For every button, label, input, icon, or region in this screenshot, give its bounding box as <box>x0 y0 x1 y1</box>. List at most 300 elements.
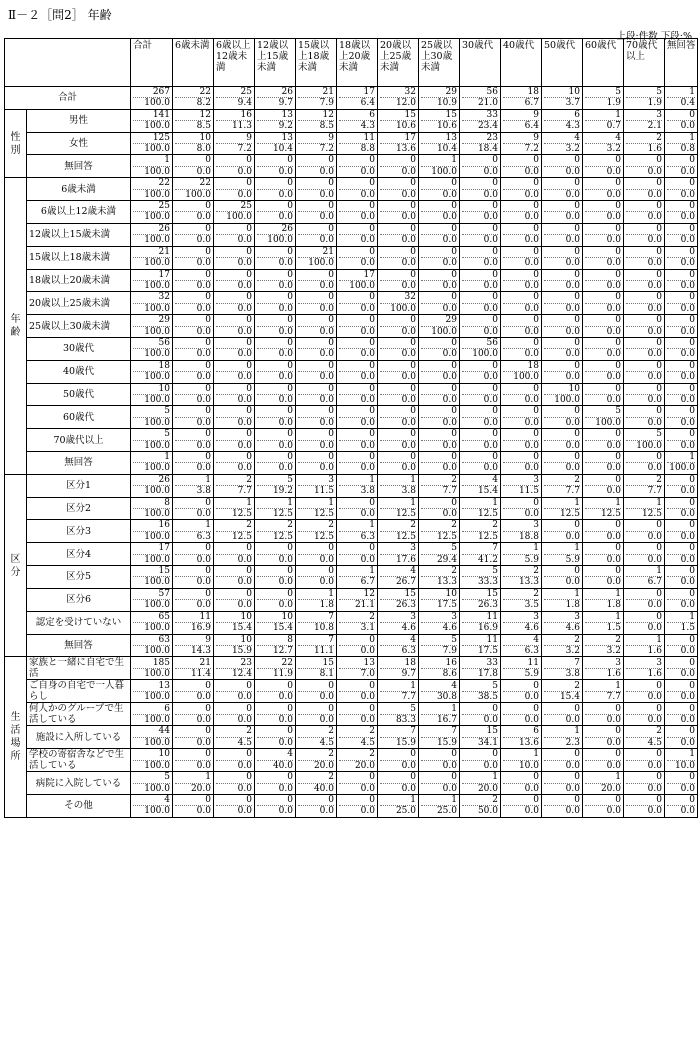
percent-value: 0.0 <box>339 189 375 200</box>
count-value: 1 <box>689 611 695 622</box>
table-row <box>5 132 698 155</box>
count-value: 2 <box>656 132 662 143</box>
percent-value: 8.8 <box>339 143 375 154</box>
count-value: 4 <box>410 566 416 577</box>
count-value: 22 <box>199 87 211 97</box>
value-cell <box>173 703 214 726</box>
count-value: 0 <box>689 383 695 394</box>
count-value: 1 <box>615 772 621 783</box>
percent-value: 20.0 <box>462 783 498 794</box>
value-cell <box>419 772 460 795</box>
percent-value: 0.0 <box>421 783 457 794</box>
count-value: 0 <box>246 452 252 462</box>
percent-value: 0.0 <box>585 714 621 725</box>
percent-value: 0.0 <box>585 462 621 473</box>
percent-value: 0.0 <box>667 280 695 291</box>
value-cell <box>624 360 665 383</box>
percent-value: 12.5 <box>216 508 252 519</box>
value-cell <box>665 657 698 680</box>
count-value: 2 <box>574 474 580 485</box>
percent-value: 0.0 <box>585 280 621 291</box>
count-value: 2 <box>574 634 580 645</box>
count-value: 0 <box>287 201 293 212</box>
count-value: 0 <box>205 155 211 166</box>
count-value: 0 <box>287 588 293 599</box>
count-value: 0 <box>615 383 621 394</box>
percent-value: 3.5 <box>503 599 539 610</box>
value-cell <box>542 223 583 246</box>
value-cell <box>255 657 296 680</box>
count-value: 17 <box>363 87 375 97</box>
count-value: 0 <box>689 178 695 189</box>
value-cell <box>255 360 296 383</box>
count-value: 2 <box>328 726 334 737</box>
value-cell <box>378 497 419 520</box>
percent-value: 0.0 <box>667 554 695 565</box>
count-value: 0 <box>410 269 416 280</box>
percent-value: 0.0 <box>216 394 252 405</box>
value-cell <box>378 223 419 246</box>
value-cell <box>665 406 698 429</box>
count-value: 0 <box>689 109 695 120</box>
value-cell <box>214 269 255 292</box>
value-cell <box>131 566 173 589</box>
percent-value: 0.0 <box>585 326 621 337</box>
percent-value: 8.2 <box>175 97 211 108</box>
percent-value: 0.0 <box>667 394 695 405</box>
percent-value: 0.0 <box>298 554 334 565</box>
percent-value: 4.3 <box>544 120 580 131</box>
value-cell <box>583 543 624 566</box>
value-cell <box>665 246 698 269</box>
count-value: 0 <box>615 566 621 577</box>
value-cell <box>665 474 698 497</box>
value-cell <box>337 588 378 611</box>
value-cell <box>173 452 214 475</box>
count-value: 0 <box>533 703 539 714</box>
percent-value: 0.0 <box>667 576 695 587</box>
percent-value: 100.0 <box>133 485 170 496</box>
value-cell <box>255 794 296 817</box>
count-value: 0 <box>656 611 662 622</box>
percent-value: 0.0 <box>175 760 211 771</box>
value-cell <box>419 703 460 726</box>
table-row <box>5 315 698 338</box>
count-value: 10 <box>281 611 293 622</box>
count-value: 21 <box>199 657 211 668</box>
column-header: 30歳代 <box>460 39 501 87</box>
percent-value: 0.0 <box>421 348 457 359</box>
percent-value: 0.0 <box>462 760 498 771</box>
count-value: 5 <box>451 634 457 645</box>
value-cell <box>337 337 378 360</box>
percent-value: 12.5 <box>585 508 621 519</box>
value-cell <box>501 292 542 315</box>
percent-value: 0.4 <box>667 97 695 108</box>
count-value: 0 <box>328 315 334 326</box>
count-value: 29 <box>445 315 457 326</box>
count-value: 0 <box>656 406 662 417</box>
count-value: 0 <box>287 155 293 166</box>
percent-value: 12.5 <box>257 508 293 519</box>
percent-value: 0.0 <box>298 417 334 428</box>
percent-value: 0.0 <box>462 189 498 200</box>
percent-value: 0.0 <box>298 371 334 382</box>
value-cell <box>460 269 501 292</box>
percent-value: 0.0 <box>667 668 695 679</box>
count-value: 0 <box>369 680 375 691</box>
count-value: 0 <box>574 429 580 440</box>
value-cell <box>131 87 173 110</box>
value-cell <box>214 520 255 543</box>
count-value: 10 <box>568 87 580 97</box>
count-value: 9 <box>533 132 539 143</box>
percent-value: 0.0 <box>421 440 457 451</box>
count-value: 125 <box>152 132 170 143</box>
percent-value: 0.0 <box>380 371 416 382</box>
percent-value: 1.5 <box>667 622 695 633</box>
count-value: 12 <box>322 109 334 120</box>
value-cell <box>131 634 173 657</box>
count-value: 7 <box>410 726 416 737</box>
percent-value: 0.0 <box>503 166 539 177</box>
percent-value: 0.0 <box>175 234 211 245</box>
row-label: 15歳以上18歳未満 <box>27 246 131 269</box>
percent-value: 0.0 <box>626 257 662 268</box>
value-cell <box>419 360 460 383</box>
count-value: 0 <box>689 657 695 668</box>
count-value: 1 <box>205 772 211 783</box>
percent-value: 0.0 <box>298 394 334 405</box>
percent-value: 0.0 <box>257 805 293 816</box>
percent-value: 0.0 <box>339 257 375 268</box>
count-value: 0 <box>451 269 457 280</box>
percent-value: 0.0 <box>298 462 334 473</box>
count-value: 0 <box>205 452 211 462</box>
value-cell <box>173 497 214 520</box>
percent-value: 7.2 <box>216 143 252 154</box>
percent-value: 10.4 <box>257 143 293 154</box>
percent-value: 12.5 <box>298 508 334 519</box>
count-value: 0 <box>574 315 580 326</box>
value-cell <box>460 726 501 749</box>
count-value: 0 <box>205 406 211 417</box>
value-cell <box>214 543 255 566</box>
value-cell <box>624 497 665 520</box>
value-cell <box>665 132 698 155</box>
value-cell <box>542 634 583 657</box>
percent-value: 21.1 <box>339 599 375 610</box>
percent-value: 0.0 <box>216 280 252 291</box>
value-cell <box>624 429 665 452</box>
value-cell <box>296 772 337 795</box>
count-value: 0 <box>287 383 293 394</box>
count-value: 0 <box>410 772 416 783</box>
count-value: 0 <box>410 178 416 189</box>
value-cell <box>419 315 460 338</box>
percent-value: 50.0 <box>462 805 498 816</box>
value-cell <box>378 87 419 110</box>
count-value: 0 <box>656 292 662 303</box>
count-value: 2 <box>287 520 293 531</box>
count-value: 0 <box>689 201 695 212</box>
percent-value: 0.0 <box>667 120 695 131</box>
percent-value: 100.0 <box>133 394 170 405</box>
value-cell <box>665 611 698 634</box>
percent-value: 6.3 <box>175 531 211 542</box>
percent-value: 21.0 <box>462 97 498 108</box>
row-label: その他 <box>27 794 131 817</box>
count-value: 6 <box>164 703 170 714</box>
value-cell <box>501 794 542 817</box>
row-category-char: 所 <box>10 751 21 763</box>
value-cell <box>624 87 665 110</box>
count-value: 0 <box>328 406 334 417</box>
percent-value: 0.0 <box>585 531 621 542</box>
percent-value: 0.0 <box>544 211 580 222</box>
count-value: 0 <box>369 794 375 805</box>
value-cell <box>255 726 296 749</box>
value-cell <box>665 360 698 383</box>
value-cell <box>296 109 337 132</box>
percent-value: 0.0 <box>298 280 334 291</box>
value-cell <box>624 223 665 246</box>
value-cell <box>296 588 337 611</box>
value-cell <box>460 383 501 406</box>
value-cell <box>214 566 255 589</box>
percent-value: 100.0 <box>339 280 375 291</box>
count-value: 12 <box>199 109 211 120</box>
count-value: 16 <box>240 109 252 120</box>
percent-value: 0.0 <box>421 508 457 519</box>
value-cell <box>624 337 665 360</box>
count-value: 0 <box>246 703 252 714</box>
percent-value: 0.8 <box>667 143 695 154</box>
value-cell <box>665 520 698 543</box>
table-row <box>5 383 698 406</box>
value-cell <box>419 566 460 589</box>
value-cell <box>378 588 419 611</box>
percent-value: 0.0 <box>380 783 416 794</box>
percent-value: 8.0 <box>175 143 211 154</box>
percent-value: 0.0 <box>667 737 695 748</box>
value-cell <box>296 634 337 657</box>
value-cell <box>255 497 296 520</box>
percent-value: 25.0 <box>421 805 457 816</box>
table-row <box>5 726 698 749</box>
value-cell <box>460 315 501 338</box>
count-value: 0 <box>689 337 695 348</box>
value-cell <box>583 269 624 292</box>
count-value: 0 <box>492 315 498 326</box>
value-cell <box>624 155 665 178</box>
value-cell <box>131 178 173 201</box>
value-cell <box>583 634 624 657</box>
percent-value: 0.0 <box>298 714 334 725</box>
percent-value: 100.0 <box>133 120 170 131</box>
count-value: 0 <box>574 406 580 417</box>
count-value: 13 <box>445 132 457 143</box>
row-label: 区分1 <box>27 474 131 497</box>
percent-value: 3.2 <box>544 143 580 154</box>
value-cell <box>255 87 296 110</box>
percent-value: 0.0 <box>667 211 695 222</box>
table-row <box>5 680 698 703</box>
table-row <box>5 269 698 292</box>
count-value: 0 <box>369 703 375 714</box>
column-header: 無回答 <box>665 39 698 87</box>
value-cell <box>214 794 255 817</box>
value-cell <box>131 246 173 269</box>
count-value: 5 <box>164 429 170 440</box>
value-cell <box>337 315 378 338</box>
percent-value: 0.0 <box>667 234 695 245</box>
count-value: 15 <box>322 657 334 668</box>
row-label: 20歳以上25歳未満 <box>27 292 131 315</box>
percent-value: 0.0 <box>339 554 375 565</box>
count-value: 2 <box>246 520 252 531</box>
percent-value: 0.0 <box>380 280 416 291</box>
count-value: 0 <box>492 223 498 234</box>
value-cell <box>583 429 624 452</box>
percent-value: 0.0 <box>462 257 498 268</box>
value-cell <box>624 132 665 155</box>
value-cell <box>214 452 255 475</box>
count-value: 0 <box>369 246 375 257</box>
value-cell <box>583 566 624 589</box>
value-cell <box>501 703 542 726</box>
count-value: 0 <box>287 726 293 737</box>
value-cell <box>460 474 501 497</box>
value-cell <box>501 155 542 178</box>
column-header: 合計 <box>131 39 173 87</box>
count-value: 0 <box>689 497 695 508</box>
value-cell <box>460 703 501 726</box>
value-cell <box>173 155 214 178</box>
count-value: 1 <box>689 132 695 143</box>
count-value: 2 <box>492 520 498 531</box>
row-label: 施設に入所している <box>27 726 131 749</box>
row-label: 区分5 <box>27 566 131 589</box>
count-value: 0 <box>533 246 539 257</box>
count-value: 0 <box>656 794 662 805</box>
value-cell <box>501 223 542 246</box>
count-value: 0 <box>328 452 334 462</box>
value-cell <box>214 680 255 703</box>
percent-value: 0.0 <box>421 234 457 245</box>
value-cell <box>665 452 698 475</box>
percent-value: 0.0 <box>175 166 211 177</box>
value-cell <box>378 634 419 657</box>
row-label: 認定を受けていない <box>27 611 131 634</box>
count-value: 18 <box>404 657 416 668</box>
count-value: 6 <box>369 109 375 120</box>
value-cell <box>173 178 214 201</box>
percent-value: 0.0 <box>339 508 375 519</box>
percent-value: 10.6 <box>380 120 416 131</box>
value-cell <box>214 429 255 452</box>
value-cell <box>624 543 665 566</box>
value-cell <box>296 269 337 292</box>
value-cell <box>173 520 214 543</box>
count-value: 0 <box>492 246 498 257</box>
count-value: 44 <box>158 726 170 737</box>
percent-value: 12.5 <box>462 508 498 519</box>
percent-value: 0.0 <box>503 303 539 314</box>
percent-value: 0.0 <box>175 371 211 382</box>
count-value: 17 <box>363 269 375 280</box>
percent-value: 0.0 <box>585 554 621 565</box>
value-cell <box>542 772 583 795</box>
count-value: 1 <box>164 155 170 166</box>
percent-value: 0.0 <box>339 234 375 245</box>
count-value: 0 <box>656 703 662 714</box>
count-value: 11 <box>486 634 498 645</box>
value-cell <box>583 680 624 703</box>
table-row <box>5 749 698 772</box>
percent-value: 0.0 <box>175 326 211 337</box>
percent-value: 0.0 <box>667 189 695 200</box>
count-value: 3 <box>574 611 580 622</box>
count-value: 0 <box>287 406 293 417</box>
percent-value: 0.0 <box>298 166 334 177</box>
percent-value: 0.0 <box>216 440 252 451</box>
value-cell <box>255 337 296 360</box>
value-cell <box>173 406 214 429</box>
percent-value: 100.0 <box>133 371 170 382</box>
value-cell <box>337 772 378 795</box>
value-cell <box>378 109 419 132</box>
percent-value: 0.0 <box>503 417 539 428</box>
percent-value: 0.0 <box>585 211 621 222</box>
value-cell <box>665 315 698 338</box>
percent-value: 34.1 <box>462 737 498 748</box>
column-header: 6歳未満 <box>173 39 214 87</box>
count-value: 2 <box>369 726 375 737</box>
value-cell <box>665 87 698 110</box>
percent-value: 100.0 <box>133 189 170 200</box>
value-cell <box>665 680 698 703</box>
row-category <box>5 657 27 817</box>
row-label: 6歳未満 <box>27 178 131 201</box>
count-value: 10 <box>158 749 170 760</box>
count-value: 0 <box>689 680 695 691</box>
count-value: 0 <box>574 794 580 805</box>
value-cell <box>378 749 419 772</box>
value-cell <box>542 201 583 224</box>
value-cell <box>131 749 173 772</box>
count-value: 0 <box>689 474 695 485</box>
percent-value: 0.0 <box>298 326 334 337</box>
percent-value: 0.0 <box>175 714 211 725</box>
percent-value: 0.0 <box>257 166 293 177</box>
count-value: 5 <box>492 566 498 577</box>
value-cell <box>131 452 173 475</box>
row-label: 無回答 <box>27 634 131 657</box>
percent-value: 0.0 <box>667 326 695 337</box>
value-cell <box>378 611 419 634</box>
percent-value: 0.0 <box>216 599 252 610</box>
percent-value: 0.0 <box>462 371 498 382</box>
value-cell <box>255 132 296 155</box>
value-cell <box>583 611 624 634</box>
value-cell <box>173 634 214 657</box>
table-row <box>5 657 698 680</box>
value-cell <box>255 201 296 224</box>
count-value: 0 <box>205 337 211 348</box>
value-cell <box>624 772 665 795</box>
percent-value: 0.0 <box>298 440 334 451</box>
